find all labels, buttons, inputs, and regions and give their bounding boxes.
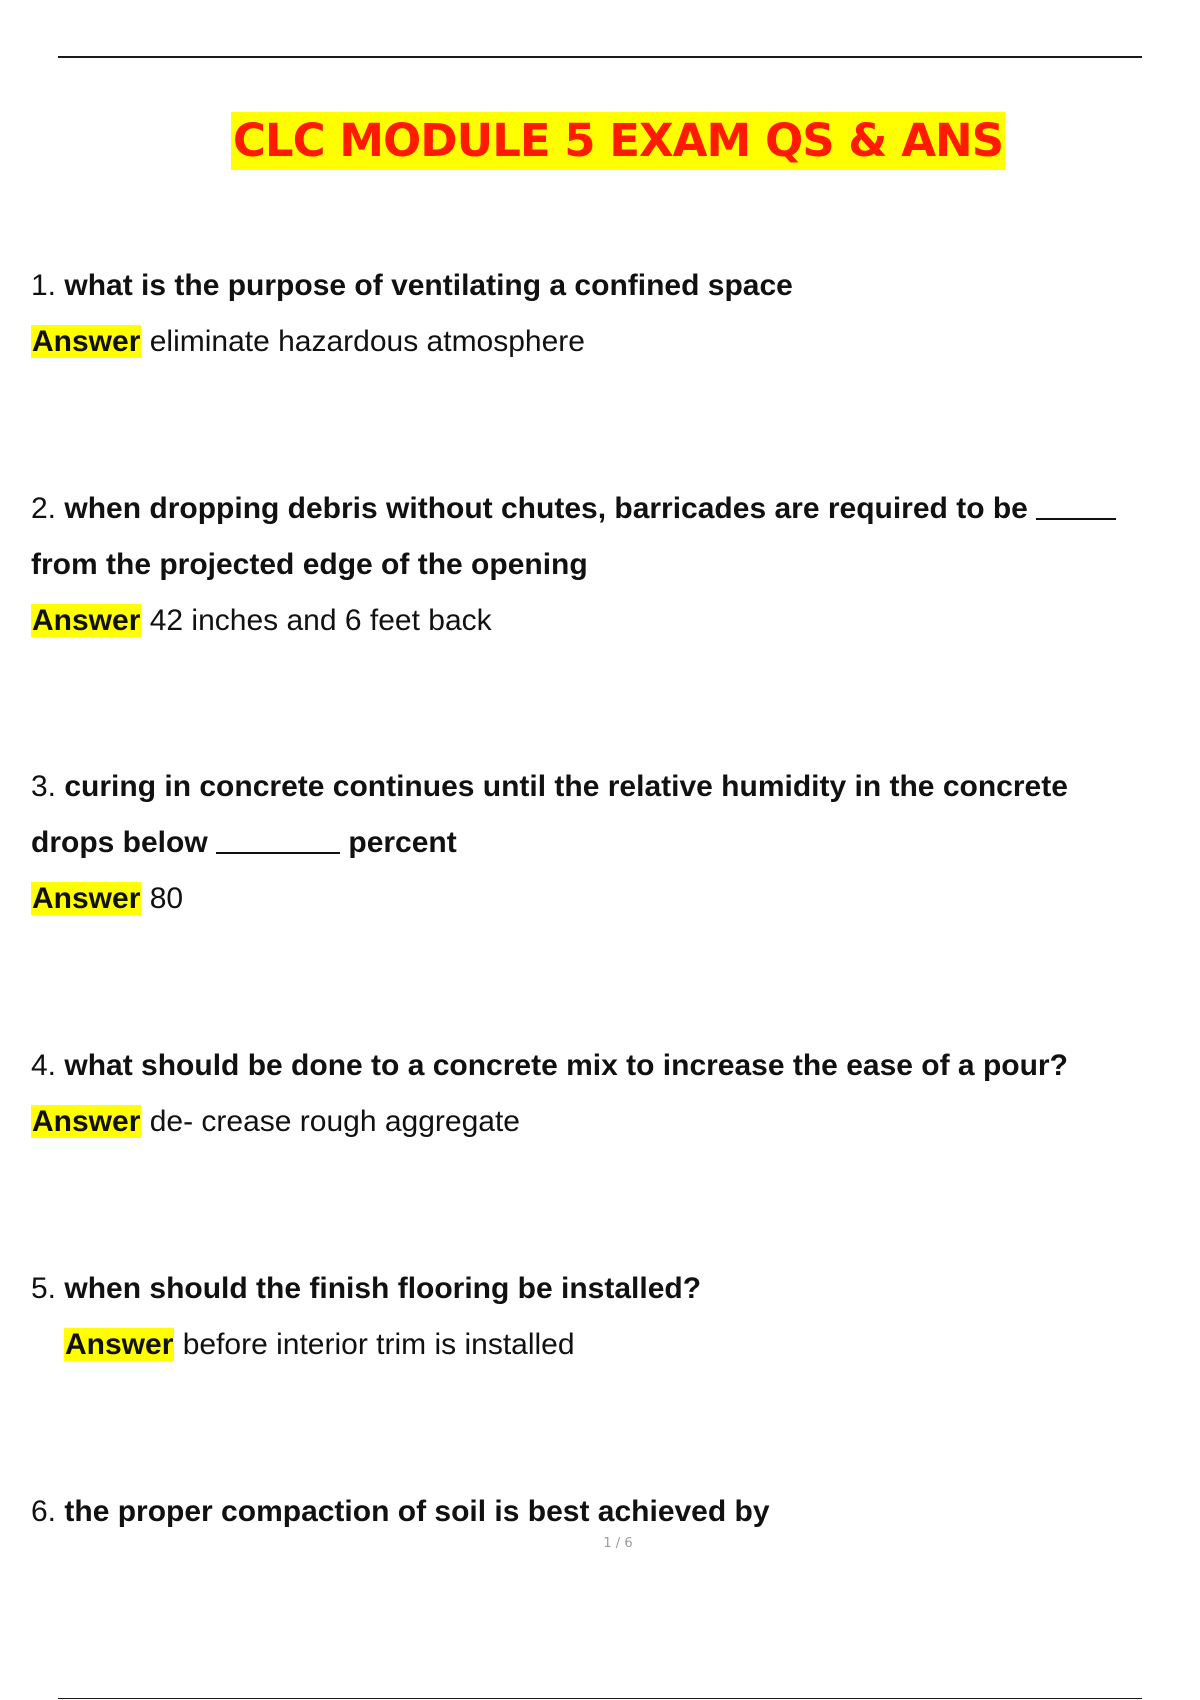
fill-in-blank — [1036, 518, 1116, 520]
question-number: 6. — [31, 1495, 57, 1528]
question-block-5 — [31, 1261, 701, 1373]
question-3-continued — [31, 815, 1068, 871]
question-1 — [31, 258, 793, 314]
question-number: 3. — [31, 770, 57, 803]
answer-1 — [31, 314, 793, 370]
title-block — [0, 112, 1200, 170]
answer-text: 80 — [149, 882, 184, 915]
answer-3 — [31, 871, 1068, 927]
answer-label: Answer — [32, 325, 141, 358]
question-text: what is the purpose of ventilating a confined space — [64, 269, 793, 302]
answer-text: 42 inches and 6 feet back — [149, 604, 492, 637]
question-text-line2-after: percent — [348, 826, 457, 859]
question-3 — [31, 759, 1068, 815]
question-number: 4. — [31, 1049, 57, 1082]
question-number: 5. — [31, 1272, 57, 1305]
top-rule — [58, 56, 1142, 58]
question-text-line2: from the projected edge of the opening — [31, 548, 588, 581]
question-4 — [31, 1038, 1068, 1094]
answer-4 — [31, 1094, 1068, 1150]
question-text: when should the finish flooring be installed? — [64, 1272, 702, 1305]
question-text-line2-before: drops below — [31, 826, 208, 859]
question-text: the proper compaction of soil is best achieved by — [64, 1495, 770, 1528]
bottom-rule — [58, 1698, 1142, 1699]
question-text: what should be done to a concrete mix to increase the ease of a pour? — [64, 1049, 1068, 1082]
question-5 — [31, 1261, 701, 1317]
question-text: curing in concrete continues until the relative humidity in the concrete — [64, 770, 1068, 803]
question-number: 2. — [31, 492, 57, 525]
document-title: CLC MODULE 5 EXAM QS & ANS — [231, 112, 1005, 170]
answer-2 — [31, 593, 1116, 649]
question-block-6 — [31, 1484, 770, 1540]
question-block-4 — [31, 1038, 1068, 1150]
question-6 — [31, 1484, 770, 1540]
question-block-2 — [31, 481, 1116, 649]
answer-text: de- crease rough aggregate — [149, 1105, 520, 1138]
question-text: when dropping debris without chutes, barricades are required to be — [64, 492, 1028, 525]
answer-text: before interior trim is installed — [182, 1328, 575, 1361]
answer-label: Answer — [32, 604, 141, 637]
answer-label: Answer — [32, 1105, 141, 1138]
fill-in-blank — [216, 852, 340, 854]
question-2-continued — [31, 537, 1116, 593]
question-2 — [31, 481, 1116, 537]
answer-label: Answer — [32, 882, 141, 915]
question-block-1 — [31, 258, 793, 370]
answer-label: Answer — [65, 1328, 174, 1361]
answer-5 — [31, 1317, 701, 1373]
question-number: 1. — [31, 269, 57, 302]
page-indicator: 1 / 6 — [603, 1536, 633, 1551]
answer-text: eliminate hazardous atmosphere — [149, 325, 585, 358]
question-block-3 — [31, 759, 1068, 927]
